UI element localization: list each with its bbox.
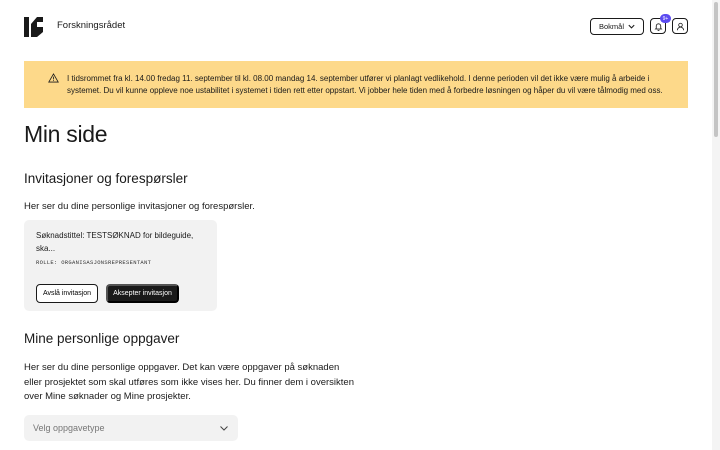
maintenance-alert (24, 61, 688, 108)
accept-invitation-button[interactable]: Aksepter invitasjon (106, 284, 179, 303)
invitation-title: Søknadstittel: TESTSØKNAD for bildeguide, ska... (36, 231, 194, 253)
task-type-select[interactable] (24, 415, 238, 441)
alert-message: I tidsrommet fra kl. 14.00 fredag 11. september til kl. 08.00 mandag 14. september utfører vi planlagt vedlikehold. I denne perioden vil det ikke være mulig å arbeide i systemet. Du vil kunne oppleve noe ustabilitet i systemet i tiden rett etter oppstart. Vi jobber hele tiden med å forbedre løsningen og håper du vil være tålmodig med oss. (67, 74, 663, 95)
scrollbar-thumb[interactable] (714, 2, 718, 137)
warning-icon (48, 73, 59, 83)
invitation-role: ROLLE: ORGANISASJONSREPRESENTANT (36, 259, 152, 266)
brand-name[interactable]: Forskningsrådet (57, 20, 126, 31)
bell-icon (654, 22, 663, 31)
invitations-heading: Invitasjoner og forespørsler (24, 171, 188, 186)
forskningsradet-logo[interactable] (24, 16, 46, 38)
language-label: Bokmål (599, 22, 625, 31)
page-title: Min side (24, 121, 108, 147)
decline-invitation-button[interactable]: Avslå invitasjon (36, 284, 98, 303)
task-type-placeholder: Velg oppgavetype (33, 423, 105, 433)
invitations-description: Her ser du dine personlige invitasjoner og forespørsler. (24, 201, 255, 212)
site-header (0, 0, 712, 54)
notification-badge: 9+ (660, 14, 671, 23)
chevron-down-icon (219, 423, 229, 433)
language-select[interactable] (590, 18, 644, 35)
tasks-description: Her ser du dine personlige oppgaver. Det kan være oppgaver på søknaden eller prosjektet som skal utføres som ikke vises her. Du finner dem i oversikten over Mine søknader og Mine prosjekter. (24, 362, 354, 402)
profile-button[interactable] (672, 18, 688, 34)
invitation-card (24, 220, 217, 311)
tasks-heading: Mine personlige oppgaver (24, 331, 180, 346)
user-icon (676, 22, 685, 31)
chevron-down-icon (627, 22, 636, 31)
